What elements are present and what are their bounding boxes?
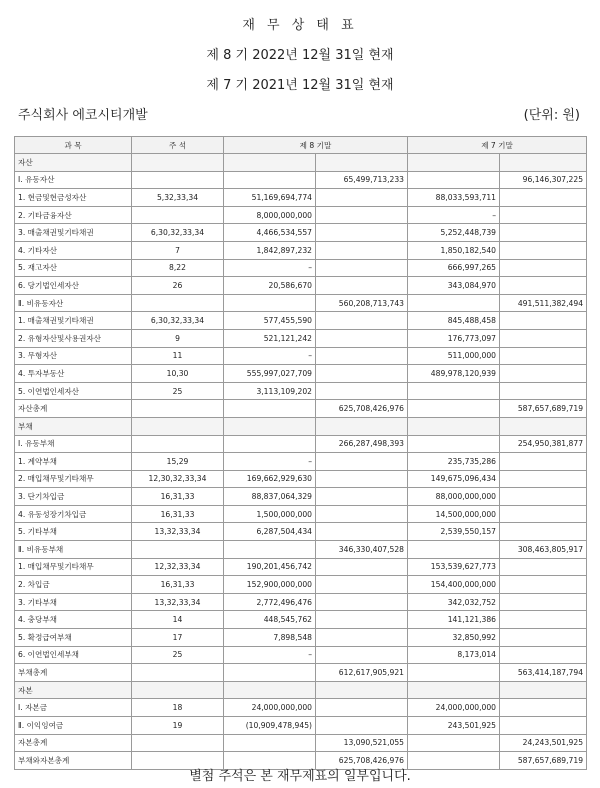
- current-subtotal: [316, 699, 408, 717]
- account-name: 5. 이연법인세자산: [15, 382, 132, 400]
- table-row: [15, 734, 587, 752]
- current-subtotal: 625,708,426,976: [316, 400, 408, 418]
- current-subtotal: [316, 717, 408, 735]
- prior-item-amount: 14,500,000,000: [408, 505, 500, 523]
- table-row: [15, 646, 587, 664]
- current-item-amount: 7,898,548: [224, 629, 316, 647]
- account-name: 6. 당기법인세자산: [15, 277, 132, 295]
- prior-item-amount: 489,978,120,939: [408, 365, 500, 383]
- table-row: [15, 541, 587, 559]
- note-refs: [132, 734, 224, 752]
- prior-item-amount: [408, 417, 500, 435]
- table-row: [15, 699, 587, 717]
- prior-item-amount: 243,501,925: [408, 717, 500, 735]
- table-row: [15, 206, 587, 224]
- account-name: 4. 기타자산: [15, 241, 132, 259]
- table-row: [15, 453, 587, 471]
- current-subtotal: [316, 470, 408, 488]
- prior-subtotal: 587,657,689,719: [500, 400, 587, 418]
- table-row: [15, 241, 587, 259]
- note-refs: [132, 171, 224, 189]
- current-subtotal: [316, 453, 408, 471]
- current-item-amount: 1,842,897,232: [224, 241, 316, 259]
- note-refs: 13,32,33,34: [132, 523, 224, 541]
- note-refs: [132, 435, 224, 453]
- current-item-amount: 555,997,027,709: [224, 365, 316, 383]
- current-subtotal: [316, 224, 408, 242]
- header-current-period: 제 8 기말: [224, 137, 408, 154]
- current-item-amount: 152,900,000,000: [224, 576, 316, 594]
- account-name: 4. 유동성장기차입금: [15, 505, 132, 523]
- table-row: [15, 329, 587, 347]
- current-subtotal: [316, 154, 408, 172]
- prior-period-label: 제 7 기 2021년 12월 31일 현재: [206, 78, 394, 93]
- account-name: Ⅱ. 비유동부채: [15, 541, 132, 559]
- note-refs: 11: [132, 347, 224, 365]
- note-refs: 16,31,33: [132, 505, 224, 523]
- current-subtotal: [316, 576, 408, 594]
- current-subtotal: 266,287,498,393: [316, 435, 408, 453]
- note-refs: [132, 664, 224, 682]
- account-name: 4. 충당부채: [15, 611, 132, 629]
- account-name: 자산: [15, 154, 132, 172]
- current-subtotal: 612,617,905,921: [316, 664, 408, 682]
- prior-subtotal: [500, 206, 587, 224]
- prior-subtotal: 308,463,805,917: [500, 541, 587, 559]
- prior-subtotal: 254,950,381,877: [500, 435, 587, 453]
- table-row: [15, 505, 587, 523]
- note-refs: 18: [132, 699, 224, 717]
- prior-item-amount: 342,032,752: [408, 593, 500, 611]
- table-row: [15, 717, 587, 735]
- note-refs: 16,31,33: [132, 576, 224, 594]
- prior-subtotal: [500, 558, 587, 576]
- prior-item-amount: 2,539,550,157: [408, 523, 500, 541]
- prior-item-amount: [408, 664, 500, 682]
- current-item-amount: –: [224, 453, 316, 471]
- prior-item-amount: [408, 435, 500, 453]
- account-name: 3. 매출채권및기타채권: [15, 224, 132, 242]
- current-item-amount: 169,662,929,630: [224, 470, 316, 488]
- prior-item-amount: 8,173,014: [408, 646, 500, 664]
- current-item-amount: (10,909,478,945): [224, 717, 316, 735]
- note-refs: 25: [132, 382, 224, 400]
- current-subtotal: 560,208,713,743: [316, 294, 408, 312]
- current-subtotal: [316, 312, 408, 330]
- prior-item-amount: 149,675,096,434: [408, 470, 500, 488]
- note-refs: 13,32,33,34: [132, 593, 224, 611]
- prior-item-amount: [408, 541, 500, 559]
- prior-item-amount: 1,850,182,540: [408, 241, 500, 259]
- current-item-amount: [224, 171, 316, 189]
- prior-item-amount: 88,033,593,711: [408, 189, 500, 207]
- account-name: 5. 확정급여부채: [15, 629, 132, 647]
- note-refs: 12,30,32,33,34: [132, 470, 224, 488]
- note-refs: [132, 154, 224, 172]
- account-name: 자산총계: [15, 400, 132, 418]
- prior-item-amount: 154,400,000,000: [408, 576, 500, 594]
- current-item-amount: –: [224, 259, 316, 277]
- table-row: [15, 629, 587, 647]
- note-refs: 6,30,32,33,34: [132, 312, 224, 330]
- table-row: [15, 154, 587, 172]
- header-account: 과 목: [15, 137, 132, 154]
- current-subtotal: [316, 277, 408, 295]
- account-name: 2. 매입채무및기타채무: [15, 470, 132, 488]
- prior-item-amount: 845,488,458: [408, 312, 500, 330]
- note-refs: 9: [132, 329, 224, 347]
- prior-subtotal: 491,511,382,494: [500, 294, 587, 312]
- prior-item-amount: 153,539,627,773: [408, 558, 500, 576]
- current-subtotal: [316, 646, 408, 664]
- current-subtotal: 13,090,521,055: [316, 734, 408, 752]
- table-row: [15, 294, 587, 312]
- current-subtotal: [316, 505, 408, 523]
- current-subtotal: [316, 365, 408, 383]
- table-row: [15, 593, 587, 611]
- note-refs: [132, 417, 224, 435]
- company-name: 주식회사 에코시티개발: [18, 108, 148, 123]
- current-subtotal: [316, 241, 408, 259]
- prior-subtotal: [500, 241, 587, 259]
- prior-subtotal: [500, 154, 587, 172]
- note-refs: 15,29: [132, 453, 224, 471]
- prior-subtotal: [500, 470, 587, 488]
- current-item-amount: [224, 681, 316, 699]
- prior-subtotal: [500, 629, 587, 647]
- prior-subtotal: [500, 576, 587, 594]
- current-subtotal: [316, 593, 408, 611]
- table-body: [15, 154, 587, 770]
- table-row: [15, 558, 587, 576]
- table-row: [15, 365, 587, 383]
- prior-item-amount: 666,997,265: [408, 259, 500, 277]
- current-subtotal: 625,708,426,976: [316, 752, 408, 770]
- account-name: 5. 기타부채: [15, 523, 132, 541]
- current-subtotal: [316, 629, 408, 647]
- prior-item-amount: 88,000,000,000: [408, 488, 500, 506]
- prior-subtotal: [500, 699, 587, 717]
- prior-subtotal: [500, 453, 587, 471]
- current-item-amount: [224, 734, 316, 752]
- current-subtotal: [316, 611, 408, 629]
- prior-item-amount: 24,000,000,000: [408, 699, 500, 717]
- prior-subtotal: [500, 717, 587, 735]
- table-row: [15, 435, 587, 453]
- prior-subtotal: [500, 417, 587, 435]
- prior-subtotal: [500, 347, 587, 365]
- current-subtotal: [316, 681, 408, 699]
- table-row: [15, 277, 587, 295]
- current-subtotal: [316, 382, 408, 400]
- prior-subtotal: [500, 312, 587, 330]
- prior-item-amount: [408, 171, 500, 189]
- prior-subtotal: [500, 611, 587, 629]
- prior-item-amount: 511,000,000: [408, 347, 500, 365]
- table-row: [15, 664, 587, 682]
- prior-item-amount: 343,084,970: [408, 277, 500, 295]
- current-item-amount: 3,113,109,202: [224, 382, 316, 400]
- note-refs: [132, 294, 224, 312]
- prior-subtotal: 24,243,501,925: [500, 734, 587, 752]
- account-name: 자본총계: [15, 734, 132, 752]
- account-name: Ⅱ. 비유동자산: [15, 294, 132, 312]
- prior-item-amount: [408, 734, 500, 752]
- account-name: 자본: [15, 681, 132, 699]
- account-name: 1. 현금및현금성자산: [15, 189, 132, 207]
- table-row: [15, 224, 587, 242]
- account-name: 부채총계: [15, 664, 132, 682]
- note-refs: 25: [132, 646, 224, 664]
- account-name: 1. 매입채무및기타채무: [15, 558, 132, 576]
- table-row: [15, 312, 587, 330]
- prior-item-amount: [408, 400, 500, 418]
- prior-item-amount: [408, 154, 500, 172]
- prior-subtotal: [500, 593, 587, 611]
- current-item-amount: 20,586,670: [224, 277, 316, 295]
- current-subtotal: [316, 488, 408, 506]
- table-row: [15, 347, 587, 365]
- account-name: 2. 기타금융자산: [15, 206, 132, 224]
- prior-item-amount: 141,121,386: [408, 611, 500, 629]
- prior-subtotal: [500, 224, 587, 242]
- prior-item-amount: –: [408, 206, 500, 224]
- note-refs: 5,32,33,34: [132, 189, 224, 207]
- current-subtotal: [316, 523, 408, 541]
- current-item-amount: [224, 400, 316, 418]
- table-row: [15, 417, 587, 435]
- prior-subtotal: [500, 646, 587, 664]
- note-refs: [132, 400, 224, 418]
- note-refs: 17: [132, 629, 224, 647]
- note-refs: 8,22: [132, 259, 224, 277]
- prior-subtotal: [500, 523, 587, 541]
- note-refs: 19: [132, 717, 224, 735]
- note-refs: 12,32,33,34: [132, 558, 224, 576]
- prior-item-amount: [408, 294, 500, 312]
- current-subtotal: [316, 347, 408, 365]
- account-name: 1. 매출채권및기타채권: [15, 312, 132, 330]
- current-item-amount: 6,287,504,434: [224, 523, 316, 541]
- footer-note: 별첨 주석은 본 재무제표의 일부입니다.: [189, 769, 411, 784]
- table-row: [15, 259, 587, 277]
- prior-subtotal: [500, 189, 587, 207]
- note-refs: [132, 541, 224, 559]
- current-subtotal: [316, 206, 408, 224]
- account-name: 5. 재고자산: [15, 259, 132, 277]
- table-row: [15, 470, 587, 488]
- table-row: [15, 523, 587, 541]
- table-row: [15, 189, 587, 207]
- current-subtotal: [316, 259, 408, 277]
- account-name: 6. 이연법인세부채: [15, 646, 132, 664]
- current-item-amount: 4,466,534,557: [224, 224, 316, 242]
- prior-item-amount: 5,252,448,739: [408, 224, 500, 242]
- account-name: 부채와자본총계: [15, 752, 132, 770]
- current-subtotal: [316, 329, 408, 347]
- current-item-amount: [224, 294, 316, 312]
- note-refs: 16,31,33: [132, 488, 224, 506]
- prior-item-amount: [408, 681, 500, 699]
- account-name: Ⅱ. 이익잉여금: [15, 717, 132, 735]
- current-item-amount: 51,169,694,774: [224, 189, 316, 207]
- current-subtotal: [316, 189, 408, 207]
- current-item-amount: [224, 435, 316, 453]
- statement-title: 재 무 상 태 표: [242, 18, 358, 33]
- current-item-amount: [224, 664, 316, 682]
- current-subtotal: [316, 417, 408, 435]
- table-row: [15, 382, 587, 400]
- table-header-row: [15, 137, 587, 154]
- prior-subtotal: [500, 259, 587, 277]
- prior-subtotal: 587,657,689,719: [500, 752, 587, 770]
- prior-item-amount: 176,773,097: [408, 329, 500, 347]
- note-refs: 26: [132, 277, 224, 295]
- current-item-amount: [224, 417, 316, 435]
- note-refs: 6,30,32,33,34: [132, 224, 224, 242]
- current-item-amount: 448,545,762: [224, 611, 316, 629]
- account-name: Ⅰ. 자본금: [15, 699, 132, 717]
- current-item-amount: 521,121,242: [224, 329, 316, 347]
- current-period-label: 제 8 기 2022년 12월 31일 현재: [206, 48, 394, 63]
- prior-subtotal: 563,414,187,794: [500, 664, 587, 682]
- current-item-amount: [224, 154, 316, 172]
- note-refs: [132, 681, 224, 699]
- account-name: 3. 무형자산: [15, 347, 132, 365]
- prior-subtotal: [500, 329, 587, 347]
- current-item-amount: 88,837,064,329: [224, 488, 316, 506]
- header-prior-period: 제 7 기말: [408, 137, 587, 154]
- account-name: 3. 단기차입금: [15, 488, 132, 506]
- current-subtotal: 65,499,713,233: [316, 171, 408, 189]
- note-refs: 10,30: [132, 365, 224, 383]
- account-name: 2. 차입금: [15, 576, 132, 594]
- account-name: 부채: [15, 417, 132, 435]
- prior-subtotal: [500, 681, 587, 699]
- current-item-amount: 1,500,000,000: [224, 505, 316, 523]
- header-notes: 주 석: [132, 137, 224, 154]
- note-refs: 7: [132, 241, 224, 259]
- note-refs: 14: [132, 611, 224, 629]
- current-item-amount: 2,772,496,476: [224, 593, 316, 611]
- account-name: 2. 유형자산및사용권자산: [15, 329, 132, 347]
- prior-subtotal: [500, 365, 587, 383]
- prior-subtotal: [500, 277, 587, 295]
- account-name: Ⅰ. 유동부채: [15, 435, 132, 453]
- current-item-amount: [224, 541, 316, 559]
- prior-item-amount: 235,735,286: [408, 453, 500, 471]
- current-item-amount: –: [224, 347, 316, 365]
- current-item-amount: 8,000,000,000: [224, 206, 316, 224]
- prior-subtotal: 96,146,307,225: [500, 171, 587, 189]
- table-row: [15, 171, 587, 189]
- prior-item-amount: [408, 382, 500, 400]
- table-row: [15, 400, 587, 418]
- table-row: [15, 611, 587, 629]
- table-row: [15, 681, 587, 699]
- current-subtotal: 346,330,407,528: [316, 541, 408, 559]
- account-name: 3. 기타부채: [15, 593, 132, 611]
- current-item-amount: –: [224, 646, 316, 664]
- note-refs: [132, 206, 224, 224]
- prior-subtotal: [500, 488, 587, 506]
- prior-item-amount: 32,850,992: [408, 629, 500, 647]
- table-row: [15, 488, 587, 506]
- balance-sheet-table: [14, 136, 587, 770]
- account-name: 4. 투자부동산: [15, 365, 132, 383]
- prior-subtotal: [500, 505, 587, 523]
- current-subtotal: [316, 558, 408, 576]
- current-item-amount: 190,201,456,742: [224, 558, 316, 576]
- account-name: Ⅰ. 유동자산: [15, 171, 132, 189]
- table-row: [15, 576, 587, 594]
- account-name: 1. 계약부채: [15, 453, 132, 471]
- current-item-amount: 24,000,000,000: [224, 699, 316, 717]
- current-item-amount: 577,455,590: [224, 312, 316, 330]
- currency-unit: (단위: 원): [523, 108, 580, 123]
- prior-subtotal: [500, 382, 587, 400]
